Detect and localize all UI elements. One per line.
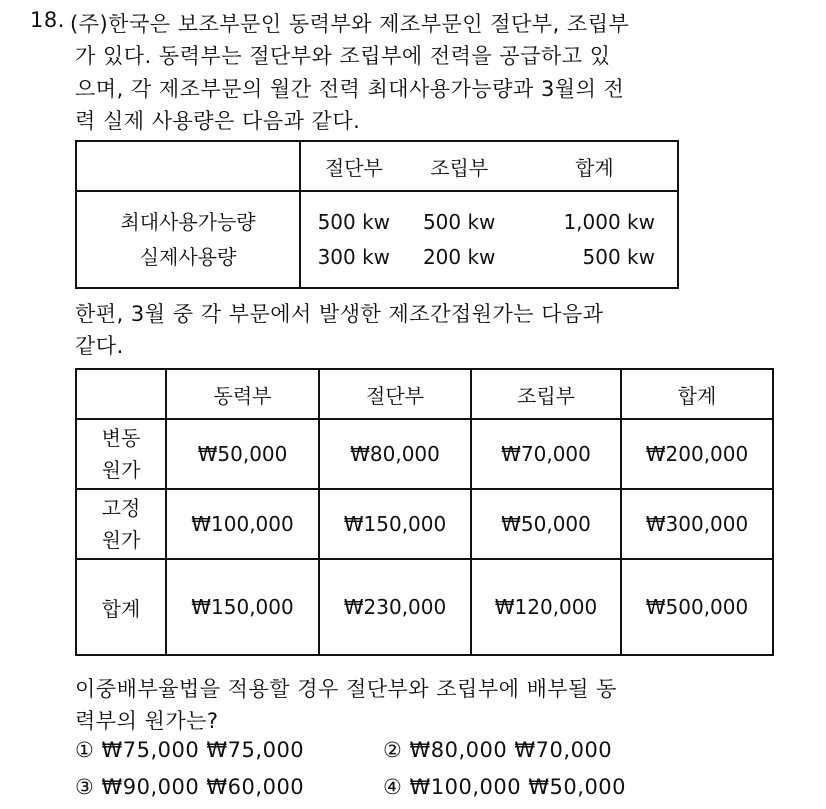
- header-cell: 조립부: [407, 141, 512, 191]
- cell: 200 kw: [422, 244, 496, 269]
- row-label: 실제사용량: [139, 244, 237, 269]
- question-line: 으며, 각 제조부문의 월간 전력 최대사용가능량과 3월의 전: [75, 77, 625, 101]
- header-cell: [76, 141, 300, 191]
- cell: ₩230,000: [319, 559, 471, 655]
- middle-line: 같다.: [75, 334, 124, 358]
- row-label: 최대사용가능량: [120, 209, 256, 234]
- row-label-part: 원가: [101, 458, 141, 482]
- question-line: (주)한국은 보조부문인 동력부와 제조부문인 절단부, 조립부: [70, 12, 630, 36]
- header-cell: 조립부: [471, 369, 621, 419]
- question-line: 력 실제 사용량은 다음과 같다.: [75, 109, 361, 133]
- header-cell: 절단부: [319, 369, 471, 419]
- assembly-column: [407, 191, 512, 288]
- cell: ₩50,000: [166, 419, 319, 489]
- cell: ₩150,000: [166, 559, 319, 655]
- overhead-cost-table: [75, 368, 774, 656]
- cutting-column: [300, 191, 407, 288]
- cell: ₩50,000: [471, 489, 621, 559]
- header-cell: [76, 369, 166, 419]
- cell: ₩500,000: [621, 559, 773, 655]
- row-label-part: 고정: [101, 496, 141, 520]
- cell: ₩200,000: [621, 419, 773, 489]
- cell: ₩120,000: [471, 559, 621, 655]
- power-usage-table: [75, 140, 679, 289]
- choice-1[interactable]: ① ₩75,000 ₩75,000: [75, 738, 305, 762]
- row-label: [76, 489, 166, 559]
- header-cell: 절단부: [300, 141, 407, 191]
- cell: 500 kw: [582, 244, 655, 269]
- cell: 500 kw: [317, 209, 391, 234]
- cell: ₩70,000: [471, 419, 621, 489]
- question-line: 가 있다. 동력부는 절단부와 조립부에 전력을 공급하고 있: [75, 44, 611, 68]
- row-label-part: 변동: [101, 426, 141, 450]
- middle-line: 한편, 3월 중 각 부문에서 발생한 제조간접원가는 다음과: [75, 302, 604, 326]
- cell: 300 kw: [317, 244, 391, 269]
- row-labels: [76, 191, 300, 288]
- row-label: 합계: [76, 559, 166, 655]
- header-cell: 동력부: [166, 369, 319, 419]
- total-column: [512, 191, 678, 288]
- header-cell: 합계: [512, 141, 678, 191]
- cell: ₩100,000: [166, 489, 319, 559]
- choice-2[interactable]: ② ₩80,000 ₩70,000: [383, 738, 613, 762]
- cell: ₩300,000: [621, 489, 773, 559]
- cell: ₩150,000: [319, 489, 471, 559]
- question-number: 18.: [30, 8, 65, 32]
- choice-3[interactable]: ③ ₩90,000 ₩60,000: [75, 775, 305, 799]
- header-cell: 합계: [621, 369, 773, 419]
- choice-4[interactable]: ④ ₩100,000 ₩50,000: [383, 775, 627, 799]
- row-label-part: 원가: [101, 528, 141, 552]
- cell: ₩80,000: [319, 419, 471, 489]
- prompt-line: 력부의 원가는?: [75, 709, 219, 733]
- prompt-line: 이중배부율법을 적용할 경우 절단부와 조립부에 배부될 동: [75, 677, 617, 701]
- cell: 500 kw: [422, 209, 496, 234]
- cell: 1,000 kw: [563, 209, 655, 234]
- row-label: [76, 419, 166, 489]
